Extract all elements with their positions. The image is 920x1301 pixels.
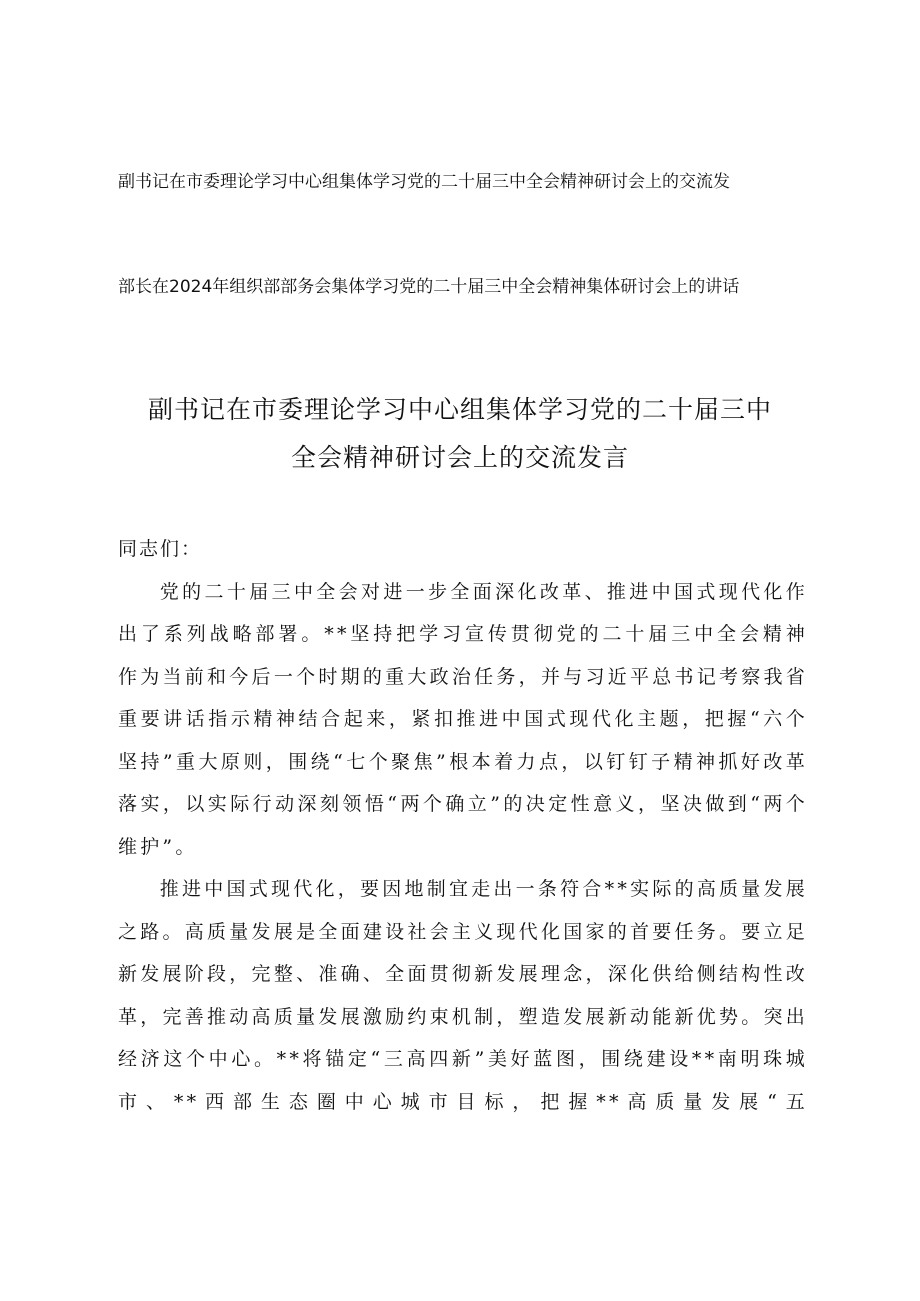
document-body <box>118 528 808 1123</box>
salutation: 同志们： <box>118 538 203 560</box>
document-title-line-1: 副书记在市委理论学习中心组集体学习党的二十届三中 <box>147 395 772 424</box>
document-title-line-2: 全会精神研讨会上的交流发言 <box>290 443 629 472</box>
paragraph-2: 推进中国式现代化，要因地制宜走出一条符合**实际的高质量发展之路。高质量发展是全面建设社会主义现代化国家的首要任务。要立足新发展阶段，完整、准确、全面贯彻新发展理念，深化供给侧结构性改革，完善推动高质量发展激励约束机制，塑造发展新动能新优势。突出经济这个中心。**将锚定“三高四新”美好蓝图，围绕建设**南明珠城市、**西部生态圈中心城市目标，把握**高质量发展“五 <box>118 878 808 1113</box>
toc-entry-2: 部长在2024年组织部部务会集体学习党的二十届三中全会精神集体研讨会上的讲话 <box>118 277 740 297</box>
paragraph-1: 党的二十届三中全会对进一步全面深化改革、推进中国式现代化作出了系列战略部署。**坚持把学习宣传贯彻党的二十届三中全会精神作为当前和今后一个时期的重大政治任务，并与习近平总书记考察我省重要讲话指示精神结合起来，紧扣推进中国式现代化主题，把握“六个坚持”重大原则，围绕“七个聚焦”根本着力点，以钉钉子精神抓好改革落实，以实际行动深刻领悟“两个确立”的决定性意义，坚决做到“两个维护”。 <box>118 580 808 858</box>
document-title <box>100 386 820 482</box>
toc-entry-1: 副书记在市委理论学习中心组集体学习党的二十届三中全会精神研讨会上的交流发 <box>118 172 730 192</box>
